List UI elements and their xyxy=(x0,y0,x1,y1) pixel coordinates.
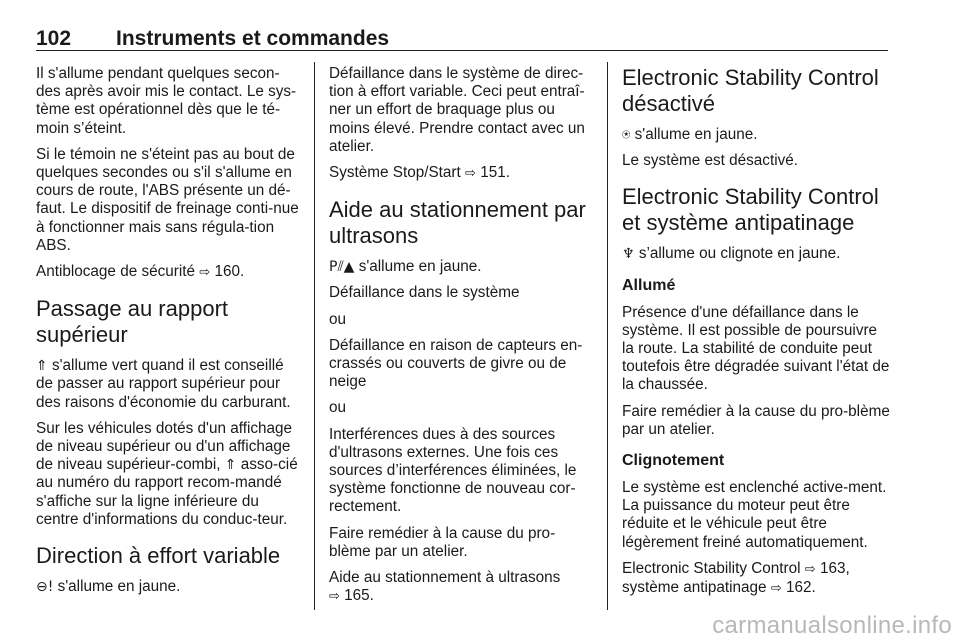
blinking-paragraph: Le système est enclenché active-ment. La puissance du moteur peut être réduite et le véhicule peut être légèrement freiné automatiquement. xyxy=(622,479,887,551)
column-divider-1 xyxy=(314,62,315,610)
column-1 xyxy=(36,65,300,604)
page-header xyxy=(36,26,888,52)
esc-paragraph-1: ♆ s’allume ou clignote en jaune. xyxy=(622,245,841,263)
column-2 xyxy=(329,65,593,614)
esc-off-icon: ⍟ xyxy=(622,127,631,143)
parking-paragraph-1: P⫽▲ s'allume en jaune. xyxy=(329,258,482,276)
or-text-2: ou xyxy=(329,399,347,417)
steering-paragraph: ⊖! s'allume en jaune. xyxy=(36,578,181,596)
lit-paragraph-1: Présence d'une défaillance dans le système. Il est possible de poursuivre la route. La stabilité de conduite peut toutefois être dégradée suivant l'état de la chaussée. xyxy=(622,303,890,394)
page-title: Instruments et commandes xyxy=(116,27,390,50)
column-3 xyxy=(622,65,890,606)
heading-esc-off: Electronic Stability Control désactivé xyxy=(622,65,879,116)
parking-reference: Aide au stationnement à ultrasons ⇨ 165. xyxy=(329,569,561,605)
reference-arrow-icon: ⇨ xyxy=(329,589,340,605)
heading-esc-traction: Electronic Stability Control et système antipatinage xyxy=(622,184,879,236)
parking-paragraph-5: Faire remédier à la cause du pro-blème par un atelier. xyxy=(329,524,556,560)
abs-paragraph-1: Il s'allume pendant quelques secon-des après avoir mis le contact. Le sys-tème est opérationnel dès que le té-moin s’éteint. xyxy=(36,65,297,137)
page-link-160[interactable]: 160. xyxy=(214,263,245,281)
heading-blinking: Clignotement xyxy=(622,452,725,470)
parking-paragraph-2: Défaillance dans le système xyxy=(329,284,520,302)
heading-upshift: Passage au rapport supérieur xyxy=(36,296,229,348)
reference-arrow-icon: ⇨ xyxy=(770,581,782,597)
upshift-paragraph-2: Sur les véhicules dotés d'un affichage de niveau supérieur ou d'un affichage de niveau supérieur-combi, ⇑ asso-cié au numéro du rapport recom-mandé s'affiche sur la ligne inférieure du centre d'informations du conduc-teur. xyxy=(36,419,298,528)
steering-fault-paragraph: Défaillance dans le système de direc-tion à effort variable. Ceci peut entraî-ner un effort de braquage plus ou moins élevé. Prendre contact avec un atelier. xyxy=(329,65,585,155)
parking-sensor-icon: P⫽▲ xyxy=(329,259,355,276)
reference-arrow-icon: ⇨ xyxy=(804,561,816,577)
upshift-arrow-icon: ⇑ xyxy=(36,358,48,375)
heading-lit: Allumé xyxy=(622,276,676,294)
steering-warning-icon: ⊖! xyxy=(36,579,54,596)
or-text-1: ou xyxy=(329,310,347,328)
page-number: 102 xyxy=(36,27,72,50)
page-link-165[interactable]: 165. xyxy=(344,587,374,605)
header-rule xyxy=(36,50,888,51)
heading-parking-assist: Aide au stationnement par ultrasons xyxy=(329,197,586,249)
heading-variable-steering: Direction à effort variable xyxy=(36,543,281,569)
page-link-151[interactable]: 151. xyxy=(480,164,510,182)
watermark: carmanualsonline.info xyxy=(712,612,952,639)
lit-paragraph-2: Faire remédier à la cause du pro-blème par un atelier. xyxy=(622,402,890,438)
abs-reference: Antiblocage de sécurité ⇨ 160. xyxy=(36,263,245,281)
abs-paragraph-2: Si le témoin ne s'éteint pas au bout de quelques secondes ou s'il s'allume en cours de route, l'ABS présente un dé-faut. Le dispositif de freinage conti-nue à fonctionner mais sans régula-tion ABS. xyxy=(36,145,299,254)
parking-paragraph-3: Défaillance en raison de capteurs en-crassés ou couverts de givre ou de neige xyxy=(329,336,583,391)
column-divider-2 xyxy=(607,62,608,610)
page-link-162[interactable]: 162. xyxy=(785,579,816,597)
reference-arrow-icon: ⇨ xyxy=(465,166,476,182)
esc-icon: ♆ xyxy=(622,246,635,263)
esc-off-paragraph-1: ⍟ s'allume en jaune. xyxy=(622,126,758,143)
stop-start-reference: Système Stop/Start ⇨ 151. xyxy=(329,164,510,182)
upshift-arrow-icon: ⇑ xyxy=(224,457,237,474)
page-link-163[interactable]: 163, xyxy=(819,559,850,577)
reference-arrow-icon: ⇨ xyxy=(199,265,211,281)
esc-reference: Electronic Stability Control ⇨ 163, système antipatinage ⇨ 162. xyxy=(622,559,850,597)
parking-paragraph-4: Interférences dues à des sources d'ultrasons externes. Une fois ces sources d’interférences éliminées, le système fonctionne de nouveau cor-rectement. xyxy=(329,425,577,516)
upshift-paragraph-1: ⇑ s'allume vert quand il est conseillé de passer au rapport supérieur pour des raisons d'économie du carburant. xyxy=(36,357,291,411)
esc-off-paragraph-2: Le système est désactivé. xyxy=(622,152,798,170)
